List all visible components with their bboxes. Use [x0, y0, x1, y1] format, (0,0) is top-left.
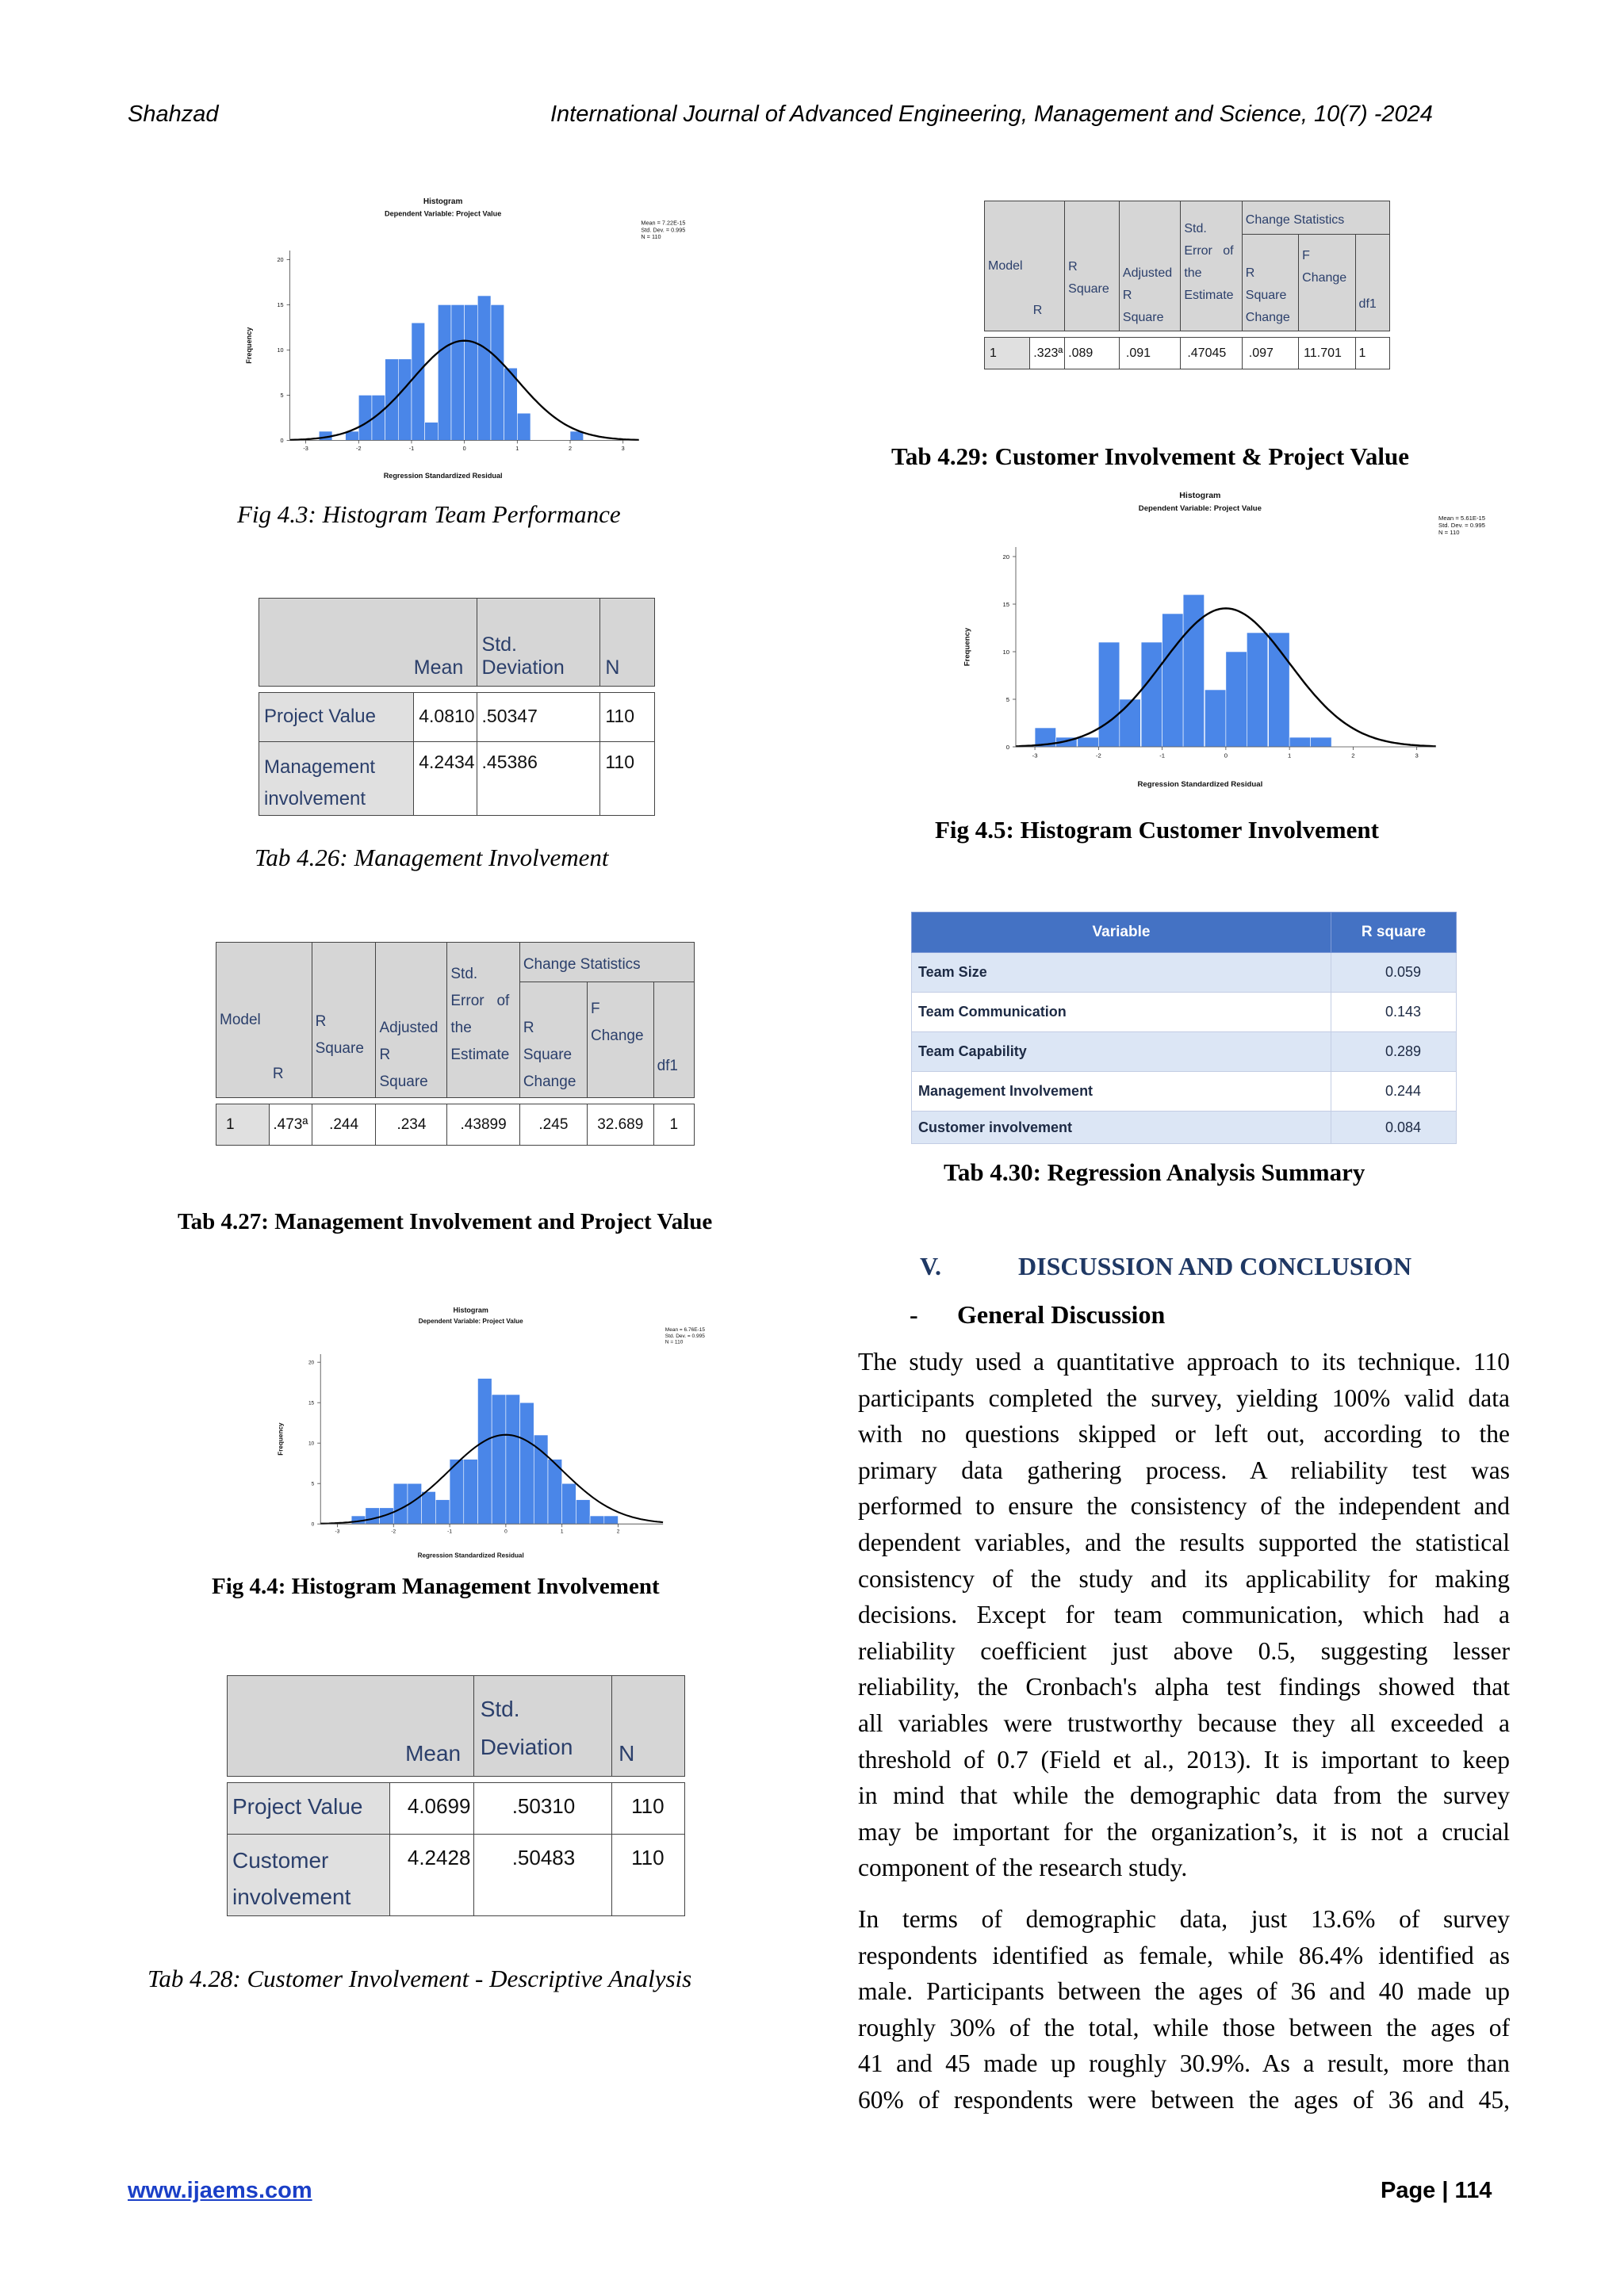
- row-label: Project Value: [228, 1783, 390, 1835]
- y-tick-label: 20: [277, 256, 284, 264]
- x-tick-label: 0: [504, 1529, 508, 1535]
- histogram-bar: [385, 359, 399, 441]
- col-header-std: Std.: [450, 966, 478, 982]
- histogram-bar: [590, 1516, 604, 1524]
- histogram-bar: [422, 1491, 436, 1524]
- col-header-std: Std.: [481, 633, 518, 656]
- cell-f-change: 32.689: [587, 1104, 653, 1146]
- chart-title: Histogram: [423, 197, 463, 207]
- col-header-n: N: [619, 1741, 635, 1766]
- histogram-bar: [534, 1435, 548, 1524]
- histogram-bar: [465, 304, 478, 440]
- cell-mean: 4.2434: [414, 742, 477, 816]
- cell-std: .50310: [473, 1783, 611, 1835]
- col-header-rsq-change-2: Square: [1245, 289, 1287, 302]
- histogram-bar: [1226, 652, 1247, 747]
- histogram-chart: [262, 1300, 705, 1570]
- chart-stat: Mean = 5.61E-15: [1438, 515, 1486, 522]
- cell-f-change: 11.701: [1299, 338, 1355, 369]
- x-tick-label: -3: [335, 1529, 340, 1535]
- paragraph-line: all variables were trustworthy because they all exceeded a: [858, 1709, 1510, 1737]
- x-tick-label: -1: [1159, 752, 1166, 760]
- x-tick-label: -3: [303, 445, 308, 453]
- chart-stat: N = 110: [665, 1339, 684, 1345]
- histogram-bar: [506, 1395, 520, 1524]
- cell-model: 1: [985, 338, 1030, 369]
- chart-subtitle: Dependent Variable: Project Value: [418, 1317, 523, 1325]
- chart-subtitle: Dependent Variable: Project Value: [1138, 504, 1262, 513]
- histogram-customer-involvement: [944, 484, 1486, 801]
- col-header-std-3: of: [1223, 244, 1234, 258]
- histogram-bar: [1247, 633, 1267, 747]
- y-tick-label: 10: [1002, 648, 1009, 656]
- col-header-df1: df1: [1358, 297, 1377, 311]
- descriptive-table-customer: [227, 1675, 685, 1916]
- col-header-std: Std.: [1184, 222, 1207, 235]
- x-tick-label: 2: [1351, 752, 1355, 760]
- cell-n: 110: [600, 693, 655, 742]
- model-summary-table-customer: [984, 201, 1390, 369]
- cell-n: 110: [612, 1783, 685, 1835]
- col-header-rsq-2: Square: [315, 1040, 364, 1057]
- cell-std: .50347: [477, 693, 600, 742]
- histogram-bar: [464, 1460, 478, 1525]
- cell-model: 1: [216, 1104, 270, 1146]
- cell-rsq: .244: [312, 1104, 376, 1146]
- model-summary-table-management: [216, 942, 695, 1146]
- x-tick-label: 3: [1415, 752, 1419, 760]
- histogram-bar: [1078, 737, 1098, 747]
- x-axis-label: Regression Standardized Residual: [1137, 780, 1263, 789]
- x-tick-label: -2: [391, 1529, 396, 1535]
- figure-caption: Fig 4.3: Histogram Team Performance: [237, 500, 621, 528]
- paragraph-line: in mind that while the demographic data from the survey: [858, 1781, 1510, 1810]
- col-header-std-2: Error: [1184, 244, 1212, 258]
- cell-std-error: .43899: [447, 1104, 519, 1146]
- x-tick-label: -1: [408, 445, 415, 453]
- table-row: [912, 1072, 1457, 1112]
- subheading: General Discussion: [957, 1300, 1166, 1329]
- cell-mean: 4.0810: [414, 693, 477, 742]
- paragraph-line: The study used a quantitative approach to its technique. 110: [858, 1348, 1510, 1376]
- histogram-bar: [477, 1379, 492, 1525]
- col-header-r: R: [1032, 304, 1043, 317]
- y-tick-label: 0: [1005, 743, 1009, 751]
- x-tick-label: 0: [462, 445, 466, 453]
- x-tick-label: -2: [356, 445, 362, 453]
- y-tick-label: 15: [277, 301, 284, 309]
- histogram-bar: [517, 413, 530, 440]
- paragraph-line: participants completed the survey, yielding 100% valid data: [858, 1383, 1510, 1412]
- paragraph-general-discussion: [858, 1344, 1510, 1886]
- x-tick-label: 3: [621, 445, 625, 453]
- x-axis-label: Regression Standardized Residual: [383, 471, 503, 480]
- chart-stat: Std. Dev. = 0.995: [641, 226, 686, 234]
- running-header-author: Shahzad: [128, 101, 219, 127]
- col-header-rsq-2: Square: [1068, 282, 1109, 296]
- y-tick-label: 15: [308, 1400, 315, 1406]
- histogram-bar: [520, 1402, 534, 1524]
- cell-mean: 4.2428: [389, 1835, 473, 1916]
- descriptive-table-management: [259, 598, 655, 816]
- y-tick-label: 20: [308, 1360, 315, 1366]
- cell-rsq-change: .245: [519, 1104, 587, 1146]
- subheading-bullet: -: [910, 1300, 918, 1329]
- paragraph-line: roughly 30% of the total, while those between the ages of: [858, 2013, 1510, 2042]
- cell-adj-rsq: .234: [376, 1104, 447, 1146]
- histogram-chart: [230, 190, 686, 492]
- paragraph-line: decisions. Except for team communication, which had a: [858, 1601, 1510, 1629]
- table-caption: Tab 4.28: Customer Involvement - Descriptive Analysis: [147, 1965, 692, 1992]
- col-header-f-change: F: [590, 1001, 600, 1017]
- y-axis-label: Frequency: [963, 627, 972, 667]
- chart-stat: Std. Dev. = 0.995: [665, 1333, 705, 1339]
- col-header-adj-3: Square: [379, 1073, 428, 1090]
- y-tick-label: 5: [280, 392, 284, 400]
- paragraph-line: threshold of 0.7 (Field et al., 2013). It is important to keep: [858, 1745, 1510, 1774]
- x-tick-label: 1: [515, 445, 519, 453]
- table-row: [912, 1112, 1457, 1144]
- table-caption: Tab 4.29: Customer Involvement & Project Value: [891, 442, 1409, 470]
- col-header-deviation: Deviation: [481, 656, 565, 679]
- x-tick-label: -1: [447, 1529, 452, 1535]
- cell-variable: Team Size: [912, 953, 1331, 993]
- col-header-mean: Mean: [405, 1741, 462, 1766]
- figure-caption: Fig 4.5: Histogram Customer Involvement: [935, 816, 1379, 844]
- histogram-bar: [1141, 642, 1162, 747]
- x-tick-label: -2: [1095, 752, 1101, 760]
- col-header-std-5: Estimate: [1184, 289, 1234, 302]
- cell-rsquare: 0.084: [1331, 1112, 1456, 1144]
- footer-page-number: Page | 114: [1381, 2178, 1492, 2203]
- figure-caption: Fig 4.4: Histogram Management Involvement: [212, 1574, 660, 1599]
- histogram-bar: [358, 395, 372, 440]
- table-row: [912, 953, 1457, 993]
- table-caption: Tab 4.26: Management Involvement: [255, 844, 609, 871]
- col-header-rsq: R: [315, 1013, 327, 1030]
- col-header-f-change-2: Change: [1302, 271, 1347, 285]
- col-header-model: Model: [988, 258, 1023, 273]
- col-header-change-stats: Change Statistics: [1245, 213, 1345, 227]
- col-header-adj: Adjusted: [1122, 266, 1173, 280]
- table-row: [912, 1032, 1457, 1072]
- section-number: V.: [920, 1252, 941, 1280]
- col-header-adj-3: Square: [1122, 311, 1164, 324]
- cell-mean: 4.0699: [389, 1783, 473, 1835]
- cell-rsquare: 0.289: [1331, 1032, 1456, 1072]
- paragraph-line: respondents identified as female, while 86.4% identified as: [858, 1941, 1510, 1969]
- paragraph-line: may be important for the organization’s, it is not a crucial: [858, 1817, 1510, 1846]
- col-header-rsq: R: [1068, 260, 1078, 274]
- col-header-std: Std.: [480, 1697, 520, 1721]
- histogram-bar: [1205, 690, 1225, 747]
- cell-variable: Team Communication: [912, 993, 1331, 1032]
- col-header-adj-2: R: [1122, 289, 1132, 302]
- paragraph-line: consistency of the study and its applicability for making: [858, 1564, 1510, 1593]
- cell-r: .323ª: [1030, 338, 1065, 369]
- histogram-bar: [412, 323, 425, 440]
- histogram-bar: [562, 1483, 576, 1524]
- chart-stat: Mean = 7.22E-15: [641, 219, 686, 227]
- histogram-team-performance: [230, 190, 686, 492]
- y-tick-label: 10: [277, 346, 284, 354]
- col-header-rsquare: R square: [1331, 913, 1456, 953]
- running-header-journal: International Journal of Advanced Engineering, Management and Science, 10(7) -2024: [550, 101, 1433, 127]
- y-tick-label: 0: [311, 1521, 315, 1528]
- paragraph-line: 41 and 45 made up roughly 30.9%. As a result, more than: [858, 2049, 1510, 2078]
- paragraph-line: male. Participants between the ages of 36 and 40 made up: [858, 1977, 1510, 2006]
- y-axis-label: Frequency: [277, 1422, 285, 1456]
- cell-rsquare: 0.143: [1331, 993, 1456, 1032]
- cell-std: .50483: [473, 1835, 611, 1916]
- paragraph-line: primary data gathering process. A reliability test was: [858, 1456, 1510, 1484]
- histogram-bar: [398, 359, 412, 441]
- y-tick-label: 0: [280, 437, 284, 445]
- y-tick-label: 5: [1005, 695, 1009, 703]
- paragraph-line: reliability coefficient just above 0.5, suggesting lesser: [858, 1636, 1510, 1665]
- chart-stat: Mean = 6.76E-15: [665, 1327, 705, 1334]
- x-axis-label: Regression Standardized Residual: [417, 1552, 524, 1559]
- col-header-change-stats: Change Statistics: [523, 956, 641, 973]
- paragraph-line: reliability, the Cronbach's alpha test findings showed that: [858, 1673, 1510, 1701]
- row-label-cont: involvement: [264, 788, 366, 809]
- x-tick-label: 2: [616, 1529, 620, 1535]
- x-tick-label: 1: [1287, 752, 1292, 760]
- paragraph-demographics: [858, 1901, 1510, 2118]
- cell-n: 110: [612, 1835, 685, 1916]
- col-header-model: Model: [220, 1011, 261, 1028]
- col-header-r: R: [272, 1066, 284, 1082]
- histogram-bar: [451, 304, 465, 440]
- paragraph-line: performed to ensure the consistency of the independent and: [858, 1492, 1510, 1521]
- cell-variable: Management Involvement: [912, 1072, 1331, 1112]
- histogram-management-involvement: [262, 1300, 705, 1570]
- row-label: Project Value: [259, 693, 414, 742]
- paragraph-line: component of the research study.: [858, 1854, 1188, 1882]
- histogram-bar: [1289, 737, 1310, 747]
- chart-title: Histogram: [1179, 491, 1221, 500]
- histogram-bar: [425, 423, 439, 441]
- y-tick-label: 20: [1002, 553, 1009, 561]
- x-tick-label: 1: [560, 1529, 564, 1535]
- cell-r: .473ª: [270, 1104, 312, 1146]
- histogram-bar: [576, 1500, 590, 1525]
- cell-n: 110: [600, 742, 655, 816]
- col-header-std-2: Error: [450, 993, 485, 1009]
- y-tick-label: 15: [1002, 600, 1009, 608]
- histogram-bar: [492, 1395, 506, 1524]
- cell-variable: Team Capability: [912, 1032, 1331, 1072]
- y-tick-label: 5: [311, 1481, 315, 1487]
- col-header-rsq-change: R: [523, 1020, 534, 1036]
- cell-rsq: .089: [1065, 338, 1120, 369]
- col-header-rsq-change-2: Square: [523, 1047, 573, 1063]
- cell-df1: 1: [1355, 338, 1389, 369]
- chart-title: Histogram: [453, 1306, 488, 1314]
- histogram-bar: [491, 304, 504, 440]
- footer-journal-link[interactable]: www.ijaems.com: [128, 2178, 312, 2203]
- col-header-std-5: Estimate: [450, 1047, 510, 1063]
- chart-stat: N = 110: [641, 233, 661, 241]
- col-header-rsq-change-3: Change: [1245, 311, 1290, 324]
- table-caption: Tab 4.30: Regression Analysis Summary: [944, 1158, 1365, 1186]
- col-header-deviation: Deviation: [480, 1735, 573, 1759]
- histogram-bar: [1162, 614, 1183, 747]
- histogram-bar: [1120, 699, 1140, 747]
- col-header-std-4: the: [450, 1020, 472, 1036]
- col-header-f-change-2: Change: [590, 1027, 644, 1044]
- col-header-variable: Variable: [912, 913, 1331, 953]
- x-tick-label: 2: [568, 445, 573, 453]
- col-header-n: N: [605, 656, 620, 679]
- cell-variable: Customer involvement: [912, 1112, 1331, 1144]
- histogram-bar: [393, 1483, 408, 1524]
- x-tick-label: 0: [1224, 752, 1228, 760]
- histogram-bar: [435, 1500, 450, 1525]
- table-caption: Tab 4.27: Management Involvement and Project Value: [178, 1209, 713, 1234]
- cell-rsquare: 0.244: [1331, 1072, 1456, 1112]
- histogram-bar: [1098, 642, 1119, 747]
- section-title: DISCUSSION AND CONCLUSION: [1018, 1252, 1412, 1280]
- paragraph-line: In terms of demographic data, just 13.6% of survey: [858, 1905, 1510, 1933]
- col-header-rsq-change-3: Change: [523, 1073, 576, 1090]
- row-label: Management: [264, 756, 376, 778]
- cell-std: .45386: [477, 742, 600, 816]
- col-header-adj: Adjusted: [379, 1020, 439, 1036]
- cell-adj-rsq: .091: [1119, 338, 1180, 369]
- histogram-bar: [366, 1508, 380, 1524]
- chart-subtitle: Dependent Variable: Project Value: [384, 209, 502, 218]
- col-header-adj-2: R: [379, 1047, 391, 1063]
- col-header-std-4: the: [1184, 266, 1202, 280]
- col-header-f-change: F: [1302, 249, 1310, 262]
- x-tick-label: -3: [1032, 752, 1038, 760]
- histogram-chart: [944, 484, 1486, 801]
- paragraph-line: dependent variables, and the results supported the statistical: [858, 1528, 1510, 1556]
- cell-rsq-change: .097: [1242, 338, 1298, 369]
- row-label-cont: involvement: [232, 1885, 351, 1909]
- row-label: Customer: [232, 1848, 329, 1873]
- col-header-df1: df1: [657, 1058, 678, 1074]
- col-header-rsq-change: R: [1245, 266, 1255, 280]
- cell-df1: 1: [653, 1104, 694, 1146]
- histogram-bar: [477, 296, 491, 440]
- col-header-std-3: of: [496, 993, 510, 1009]
- table-row: [912, 993, 1457, 1032]
- paragraph-line: with no questions skipped or left out, according to the: [858, 1420, 1510, 1448]
- chart-stat: N = 110: [1438, 529, 1460, 537]
- regression-summary-table: [911, 912, 1457, 1144]
- histogram-bar: [438, 304, 451, 440]
- paragraph-line: 60% of respondents were between the ages of 36 and 45,: [858, 2085, 1510, 2114]
- chart-stat: Std. Dev. = 0.995: [1438, 522, 1485, 530]
- y-axis-label: Frequency: [245, 327, 253, 364]
- histogram-bar: [604, 1516, 619, 1524]
- y-tick-label: 10: [308, 1441, 315, 1447]
- col-header-mean: Mean: [413, 656, 464, 679]
- cell-std-error: .47045: [1181, 338, 1242, 369]
- cell-rsquare: 0.059: [1331, 953, 1456, 993]
- histogram-bar: [1311, 737, 1331, 747]
